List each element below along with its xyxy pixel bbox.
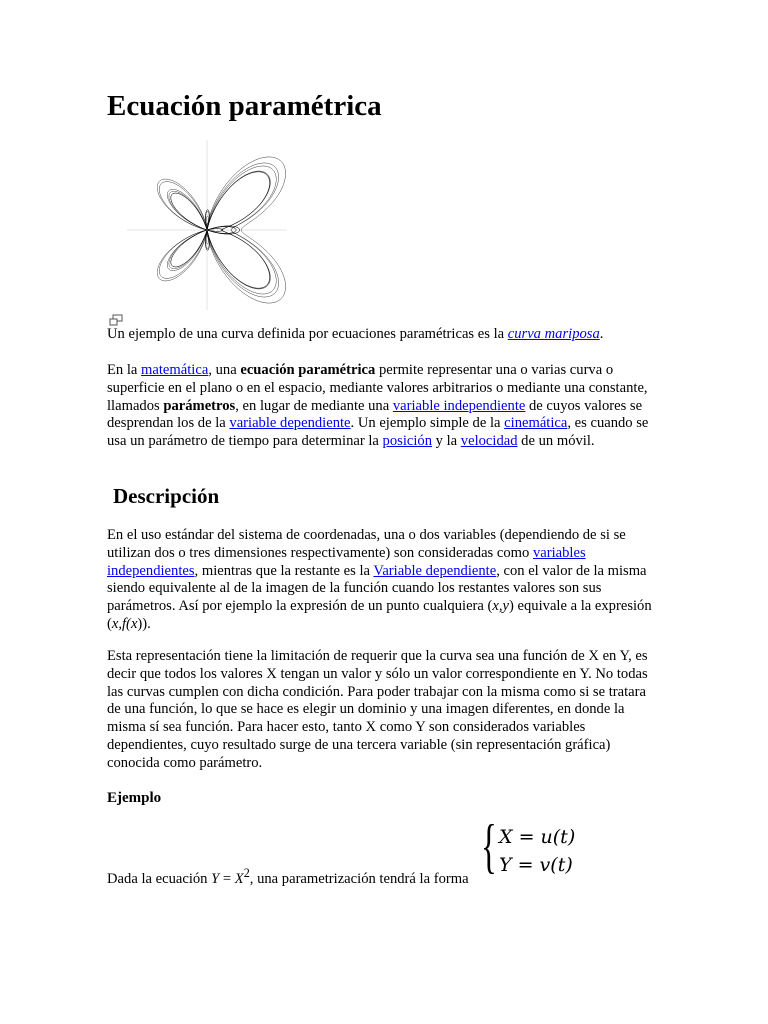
link-velocidad[interactable]: velocidad [460, 433, 518, 450]
figure-caption [107, 326, 663, 344]
text: permite representar una o varias curva o superficie en el plano o en el espacio, mediante valores arbitrarios o mediante una constante, llamados [107, 362, 648, 414]
link-variable-dependiente-2[interactable]: Variable dependiente [373, 562, 497, 579]
text: = [219, 870, 235, 887]
ejemplo-sentence [107, 866, 469, 888]
link-variable-dependiente[interactable]: variable dependiente [229, 415, 351, 432]
equation-line-2 [499, 854, 573, 876]
text: En el uso estándar del sistema de coordenadas, una o dos variables (dependiendo de si se utilizan dos o tres dimensiones respectivamente) son consideradas como [107, 527, 626, 561]
enlarge-icon[interactable] [109, 314, 123, 326]
text: Dada la ecuación [107, 870, 212, 887]
math-var: x [130, 615, 138, 632]
math-expr: u(t) [540, 826, 576, 848]
math-var: x,y [492, 598, 510, 615]
page-title: Ecuación paramétrica [107, 90, 382, 122]
math-var: x [111, 615, 119, 632]
text: , mientras que la restante es la [194, 562, 374, 579]
math-var: Y [211, 870, 220, 887]
text: y la [432, 433, 461, 450]
caption-end: . [599, 326, 604, 342]
descripcion-paragraph-1 [107, 527, 663, 634]
math-var: X [234, 870, 244, 887]
link-variable-independiente[interactable]: variable independiente [392, 397, 526, 414]
math-expr: v(t) [539, 854, 573, 876]
butterfly-curve-image[interactable] [117, 140, 297, 310]
subheading-ejemplo: Ejemplo [107, 790, 162, 806]
link-variables-independientes[interactable]: variables independientes [107, 544, 586, 579]
text: de cuyos valores se desprendan los de la [107, 397, 643, 432]
text: , es cuando se usa un parámetro de tiempo para determinar la [107, 415, 649, 450]
brace-symbol: { [481, 813, 497, 879]
text: de un móvil. [517, 433, 595, 450]
text: . Un ejemplo simple de la [350, 415, 505, 432]
math-var: Y [499, 854, 512, 876]
parametric-system [481, 813, 591, 886]
equation-line-1 [499, 826, 575, 848]
intro-paragraph [107, 362, 663, 451]
link-matematica[interactable]: matemática [141, 362, 209, 378]
text: ) equivale a la expresión ( [107, 598, 652, 632]
math-var: X [499, 826, 513, 848]
link-cinematica[interactable]: cinemática [504, 415, 568, 432]
math-var: ,f( [118, 615, 131, 632]
link-curva-mariposa[interactable]: curva mariposa [507, 326, 600, 342]
equals: = [511, 854, 540, 876]
bold-term: parámetros [163, 397, 236, 414]
text: , en lugar de mediante una [235, 397, 393, 414]
text: , una parametrización tendrá la forma [249, 870, 469, 887]
equals: = [512, 826, 541, 848]
link-posicion[interactable]: posición [382, 433, 433, 450]
text: , una [208, 362, 241, 378]
text: , con el valor de la misma siendo equivalente al de la imagen de la función cuando los restantes valores son sus parámetros. Así por ejemplo la expresión de un punto cualquiera ( [107, 562, 647, 615]
bold-term: ecuación paramétrica [240, 362, 376, 378]
text: )). [137, 615, 151, 632]
text: En la [107, 362, 142, 378]
section-heading-descripcion: Descripción [113, 484, 220, 508]
caption-text: Un ejemplo de una curva definida por ecuaciones paramétricas es la [107, 326, 508, 342]
exponent: 2 [243, 866, 250, 880]
descripcion-paragraph-2: Esta representación tiene la limitación de requerir que la curva sea una función de X en Y, es decir que todos los valores X tengan un valor y sólo un valor correspondiente en Y. No todas las curvas cumplen con dicha condición. Para poder trabajar con la misma como si se tratara de una función, lo que se hace es elegir un dominio y una imagen diferentes, en donde la misma sí sea función. Para hacer esto, tanto X como Y son considerados variables dependientes, cuyo resultado surge de una tercera variable (sin representación gráfica) conocida como parámetro. [107, 648, 648, 771]
